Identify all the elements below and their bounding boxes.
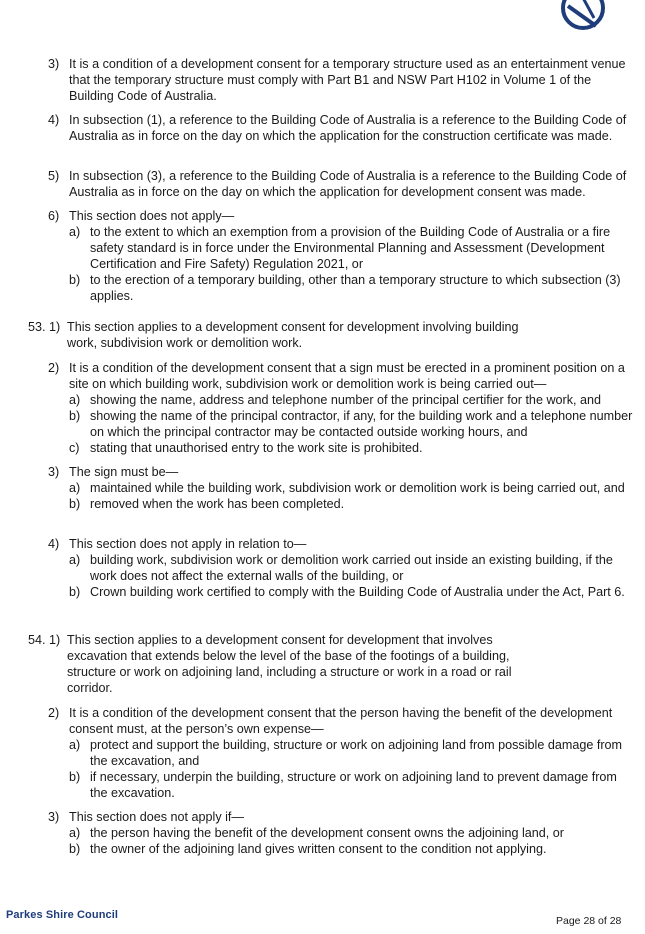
item-text: It is a condition of the development consent that the person having the benefit of the development consent must, at the person’s own expense— [69,706,613,736]
item-text: In subsection (1), a reference to the Building Code of Australia is a reference to the Building Code of Australia as in force on the day on which the application for the construction certificate was made. [69,113,627,143]
sub-letter: a) [69,481,81,495]
section-53-1 [28,319,548,351]
council-name: Parkes Shire Council [6,909,119,921]
sub-text: stating that unauthorised entry to the work site is prohibited. [90,441,423,455]
item-number: 3) [48,465,60,479]
paragraph-52-5 [48,168,633,200]
sub-item [69,440,633,456]
item-number: 4) [48,113,60,127]
sub-item [69,272,633,304]
item-text: This section does not apply— [69,209,235,223]
sub-text: removed when the work has been completed. [90,497,345,511]
sub-item [69,737,633,769]
sub-item [69,825,633,841]
paragraph-52-4 [48,112,633,144]
section-text: This section applies to a development consent for development involving building work, subdivision work or demolition work. [67,320,519,350]
item-number: 3) [48,810,60,824]
item-number: 4) [48,537,60,551]
item-number: 5) [48,169,60,183]
paragraph-54-3 [48,809,633,857]
sub-letter: c) [69,441,80,455]
sub-letter: a) [69,826,81,840]
paragraph-52-6 [48,208,633,304]
sub-item [69,224,633,272]
sub-letter: b) [69,770,81,784]
item-text: This section does not apply in relation to— [69,537,307,551]
item-number: 6) [48,209,60,223]
item-text: It is a condition of the development consent that a sign must be erected in a prominent position on a site on which building work, subdivision work or demolition work is being carried out— [69,361,625,391]
sub-text: building work, subdivision work or demolition work carried out inside an existing building, if the work does not affect the external walls of the building, or [90,553,613,583]
sub-letter: b) [69,273,81,287]
sub-text: if necessary, underpin the building, structure or work on adjoining land to prevent damage from the excavation. [90,770,617,800]
item-text: In subsection (3), a reference to the Building Code of Australia is a reference to the Building Code of Australia as in force on the day on which the application for development consent was made. [69,169,627,199]
item-number: 2) [48,706,60,720]
sub-letter: b) [69,585,81,599]
sub-letter: a) [69,738,81,752]
item-text: The sign must be— [69,465,179,479]
sub-letter: a) [69,225,81,239]
sub-letter: b) [69,842,81,856]
council-logo-icon [558,0,608,36]
sub-letter: b) [69,409,81,423]
item-text: This section does not apply if— [69,810,245,824]
sub-letter: a) [69,553,81,567]
sub-text: Crown building work certified to comply with the Building Code of Australia under the Act, Part 6. [90,585,625,599]
sub-text: to the extent to which an exemption from a provision of the Building Code of Australia or a fire safety standard is in force under the Environmental Planning and Assessment (Development Certification and Fire Safety) Regulation 2021, or [90,225,611,271]
sub-letter: b) [69,497,81,511]
sub-item [69,552,633,584]
sub-text: to the erection of a temporary building, other than a temporary structure to which subsection (3) applies. [90,273,621,303]
sub-item [69,392,633,408]
paragraph-54-2 [48,705,633,801]
paragraph-53-4 [48,536,633,600]
sub-item [69,480,633,496]
item-number: 3) [48,57,60,71]
section-text: This section applies to a development consent for development that involves excavation that extends below the level of the base of the footings of a building, structure or work on adjoining land, including a structure or work in a road or rail corridor. [67,633,512,695]
item-number: 2) [48,361,60,375]
sub-text: the owner of the adjoining land gives written consent to the condition not applying. [90,842,547,856]
sub-text: the person having the benefit of the development consent owns the adjoining land, or [90,826,564,840]
section-number: 53. 1) [28,320,61,334]
sub-text: showing the name, address and telephone number of the principal certifier for the work, and [90,393,602,407]
sub-item [69,769,633,801]
sub-item [69,408,633,440]
sub-item [69,496,633,512]
paragraph-53-2 [48,360,633,456]
page-number: Page 28 of 28 [556,915,622,927]
sub-item [69,584,633,600]
paragraph-52-3 [48,56,633,104]
sub-text: maintained while the building work, subdivision work or demolition work is being carried out, and [90,481,625,495]
item-text: It is a condition of a development consent for a temporary structure used as an entertainment venue that the temporary structure must comply with Part B1 and NSW Part H102 in Volume 1 of the Building Code of Australia. [69,57,626,103]
paragraph-53-3 [48,464,633,512]
sub-text: protect and support the building, structure or work on adjoining land from possible damage from the excavation, and [90,738,623,768]
section-number: 54. 1) [28,633,61,647]
section-54-1 [28,632,548,696]
sub-text: showing the name of the principal contractor, if any, for the building work and a telephone number on which the principal contractor may be contacted outside working hours, and [90,409,633,439]
sub-letter: a) [69,393,81,407]
sub-item [69,841,633,857]
